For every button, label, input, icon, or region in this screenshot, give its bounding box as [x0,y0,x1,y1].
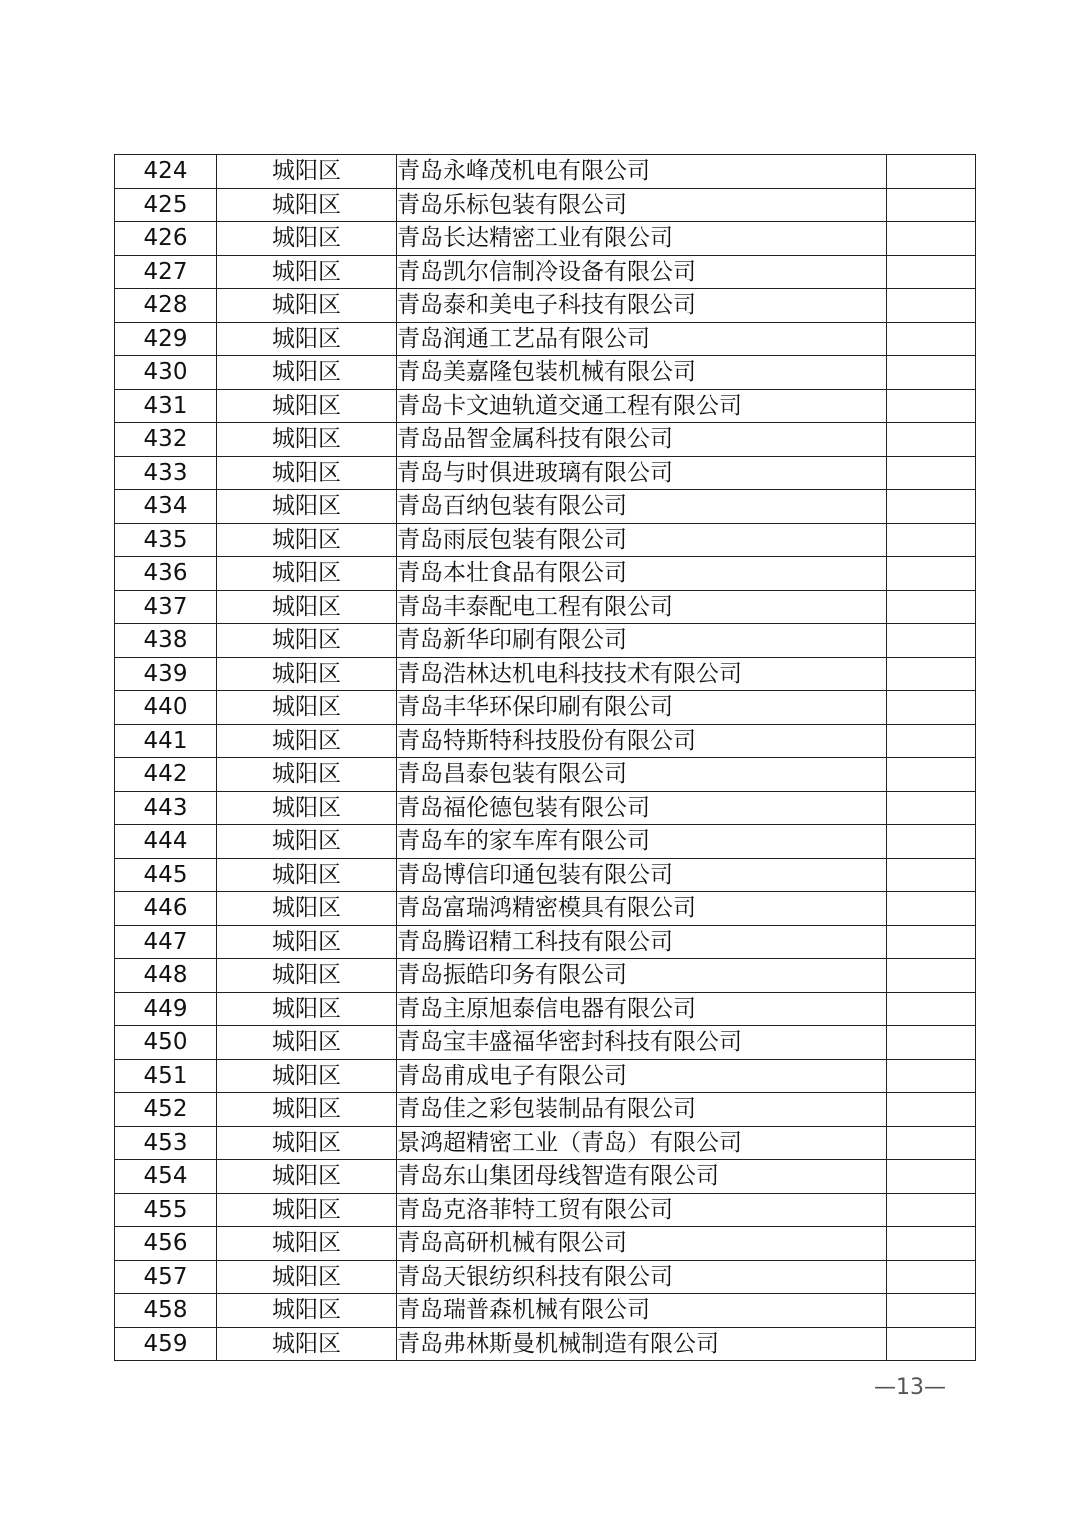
row-number-cell: 443 [115,791,217,825]
district-cell: 城阳区 [217,1126,397,1160]
row-number-cell: 459 [115,1327,217,1361]
note-cell [887,523,976,557]
row-number-cell: 436 [115,557,217,591]
company-name-cell: 青岛腾诏精工科技有限公司 [397,925,887,959]
row-number-cell: 447 [115,925,217,959]
table-row [115,289,976,323]
company-name-cell: 青岛高研机械有限公司 [397,1227,887,1261]
table-row [115,724,976,758]
company-name-cell: 青岛本壮食品有限公司 [397,557,887,591]
row-number-cell: 437 [115,590,217,624]
row-number-cell: 426 [115,222,217,256]
note-cell [887,590,976,624]
company-name-cell: 青岛富瑞鸿精密模具有限公司 [397,892,887,926]
row-number-cell: 458 [115,1294,217,1328]
table-row [115,624,976,658]
district-cell: 城阳区 [217,289,397,323]
note-cell [887,1327,976,1361]
table-row [115,657,976,691]
company-name-cell: 青岛新华印刷有限公司 [397,624,887,658]
district-cell: 城阳区 [217,858,397,892]
district-cell: 城阳区 [217,925,397,959]
district-cell: 城阳区 [217,322,397,356]
company-name-cell: 青岛美嘉隆包装机械有限公司 [397,356,887,390]
note-cell [887,1193,976,1227]
district-cell: 城阳区 [217,1093,397,1127]
note-cell [887,925,976,959]
table-row [115,222,976,256]
note-cell [887,959,976,993]
note-cell [887,657,976,691]
district-cell: 城阳区 [217,791,397,825]
row-number-cell: 456 [115,1227,217,1261]
district-cell: 城阳区 [217,523,397,557]
district-cell: 城阳区 [217,1193,397,1227]
company-name-cell: 青岛特斯特科技股份有限公司 [397,724,887,758]
company-name-cell: 青岛佳之彩包装制品有限公司 [397,1093,887,1127]
note-cell [887,255,976,289]
table-row [115,1126,976,1160]
company-name-cell: 青岛甫成电子有限公司 [397,1059,887,1093]
company-name-cell: 青岛润通工艺品有限公司 [397,322,887,356]
district-cell: 城阳区 [217,423,397,457]
row-number-cell: 441 [115,724,217,758]
note-cell [887,1160,976,1194]
note-cell [887,892,976,926]
row-number-cell: 432 [115,423,217,457]
note-cell [887,1126,976,1160]
row-number-cell: 435 [115,523,217,557]
table-row [115,322,976,356]
note-cell [887,624,976,658]
row-number-cell: 448 [115,959,217,993]
table-row [115,892,976,926]
row-number-cell: 442 [115,758,217,792]
note-cell [887,188,976,222]
company-name-cell: 青岛浩林达机电科技技术有限公司 [397,657,887,691]
table-row [115,992,976,1026]
company-name-cell: 景鸿超精密工业（青岛）有限公司 [397,1126,887,1160]
note-cell [887,1059,976,1093]
table-row [115,1294,976,1328]
table-row [115,1160,976,1194]
row-number-cell: 454 [115,1160,217,1194]
company-list-body [115,155,976,1361]
note-cell [887,1227,976,1261]
row-number-cell: 455 [115,1193,217,1227]
row-number-cell: 446 [115,892,217,926]
company-name-cell: 青岛乐标包装有限公司 [397,188,887,222]
company-name-cell: 青岛丰泰配电工程有限公司 [397,590,887,624]
district-cell: 城阳区 [217,1294,397,1328]
district-cell: 城阳区 [217,825,397,859]
district-cell: 城阳区 [217,590,397,624]
table-row [115,557,976,591]
row-number-cell: 433 [115,456,217,490]
note-cell [887,791,976,825]
district-cell: 城阳区 [217,1227,397,1261]
district-cell: 城阳区 [217,624,397,658]
row-number-cell: 453 [115,1126,217,1160]
row-number-cell: 444 [115,825,217,859]
table-row [115,1260,976,1294]
table-row [115,456,976,490]
table-row [115,155,976,189]
table-row [115,791,976,825]
row-number-cell: 427 [115,255,217,289]
table-row [115,1327,976,1361]
table-row [115,1227,976,1261]
company-name-cell: 青岛瑞普森机械有限公司 [397,1294,887,1328]
note-cell [887,456,976,490]
note-cell [887,356,976,390]
row-number-cell: 457 [115,1260,217,1294]
district-cell: 城阳区 [217,456,397,490]
company-name-cell: 青岛百纳包装有限公司 [397,490,887,524]
district-cell: 城阳区 [217,1160,397,1194]
district-cell: 城阳区 [217,389,397,423]
table-row [115,691,976,725]
note-cell [887,289,976,323]
district-cell: 城阳区 [217,992,397,1026]
company-name-cell: 青岛昌泰包装有限公司 [397,758,887,792]
table-row [115,188,976,222]
district-cell: 城阳区 [217,724,397,758]
note-cell [887,1026,976,1060]
table-row [115,959,976,993]
note-cell [887,155,976,189]
company-name-cell: 青岛博信印通包装有限公司 [397,858,887,892]
note-cell [887,557,976,591]
note-cell [887,992,976,1026]
company-list-table [114,154,976,1361]
row-number-cell: 450 [115,1026,217,1060]
table-row [115,255,976,289]
row-number-cell: 439 [115,657,217,691]
company-name-cell: 青岛与时俱进玻璃有限公司 [397,456,887,490]
note-cell [887,758,976,792]
note-cell [887,1260,976,1294]
district-cell: 城阳区 [217,892,397,926]
company-name-cell: 青岛品智金属科技有限公司 [397,423,887,457]
table-row [115,490,976,524]
table-row [115,1193,976,1227]
row-number-cell: 449 [115,992,217,1026]
note-cell [887,825,976,859]
table-row [115,523,976,557]
note-cell [887,222,976,256]
row-number-cell: 430 [115,356,217,390]
company-name-cell: 青岛长达精密工业有限公司 [397,222,887,256]
company-name-cell: 青岛宝丰盛福华密封科技有限公司 [397,1026,887,1060]
district-cell: 城阳区 [217,691,397,725]
table-row [115,423,976,457]
district-cell: 城阳区 [217,758,397,792]
company-name-cell: 青岛雨辰包装有限公司 [397,523,887,557]
note-cell [887,322,976,356]
company-name-cell: 青岛泰和美电子科技有限公司 [397,289,887,323]
row-number-cell: 438 [115,624,217,658]
district-cell: 城阳区 [217,490,397,524]
district-cell: 城阳区 [217,188,397,222]
company-name-cell: 青岛东山集团母线智造有限公司 [397,1160,887,1194]
company-name-cell: 青岛主原旭泰信电器有限公司 [397,992,887,1026]
note-cell [887,724,976,758]
table-row [115,1093,976,1127]
table-row [115,925,976,959]
table-row [115,858,976,892]
row-number-cell: 431 [115,389,217,423]
row-number-cell: 440 [115,691,217,725]
district-cell: 城阳区 [217,155,397,189]
company-name-cell: 青岛凯尔信制冷设备有限公司 [397,255,887,289]
company-name-cell: 青岛卡文迪轨道交通工程有限公司 [397,389,887,423]
district-cell: 城阳区 [217,356,397,390]
company-name-cell: 青岛克洛菲特工贸有限公司 [397,1193,887,1227]
company-name-cell: 青岛福伦德包装有限公司 [397,791,887,825]
note-cell [887,423,976,457]
row-number-cell: 452 [115,1093,217,1127]
district-cell: 城阳区 [217,557,397,591]
row-number-cell: 429 [115,322,217,356]
note-cell [887,490,976,524]
company-name-cell: 青岛车的家车库有限公司 [397,825,887,859]
table-row [115,1059,976,1093]
table-row [115,758,976,792]
note-cell [887,1093,976,1127]
district-cell: 城阳区 [217,1059,397,1093]
district-cell: 城阳区 [217,222,397,256]
note-cell [887,691,976,725]
row-number-cell: 445 [115,858,217,892]
company-name-cell: 青岛弗林斯曼机械制造有限公司 [397,1327,887,1361]
note-cell [887,1294,976,1328]
district-cell: 城阳区 [217,1327,397,1361]
table-row [115,389,976,423]
note-cell [887,858,976,892]
district-cell: 城阳区 [217,1260,397,1294]
district-cell: 城阳区 [217,657,397,691]
page-number: —13— [874,1375,946,1400]
row-number-cell: 424 [115,155,217,189]
row-number-cell: 425 [115,188,217,222]
company-name-cell: 青岛丰华环保印刷有限公司 [397,691,887,725]
table-row [115,825,976,859]
table-row [115,1026,976,1060]
district-cell: 城阳区 [217,255,397,289]
row-number-cell: 428 [115,289,217,323]
table-row [115,356,976,390]
district-cell: 城阳区 [217,959,397,993]
company-name-cell: 青岛天银纺织科技有限公司 [397,1260,887,1294]
company-name-cell: 青岛永峰茂机电有限公司 [397,155,887,189]
row-number-cell: 451 [115,1059,217,1093]
company-name-cell: 青岛振皓印务有限公司 [397,959,887,993]
table-row [115,590,976,624]
district-cell: 城阳区 [217,1026,397,1060]
row-number-cell: 434 [115,490,217,524]
note-cell [887,389,976,423]
